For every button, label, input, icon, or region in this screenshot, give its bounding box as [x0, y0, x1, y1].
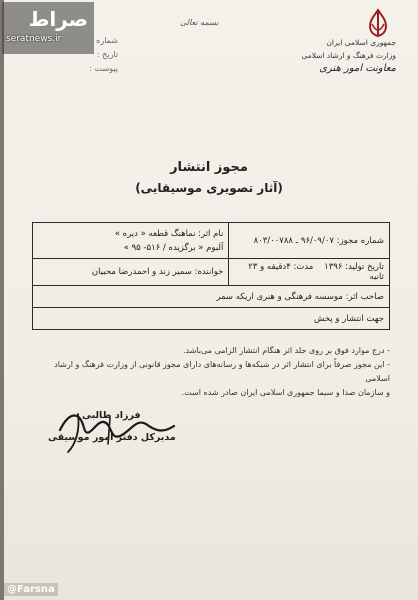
ministry-line-1: جمهوری اسلامی ایران	[326, 38, 396, 47]
document-title: مجوز انتشار	[170, 160, 248, 175]
date-duration-cell	[229, 259, 390, 286]
document-meta	[8, 14, 118, 76]
ministry-header	[276, 36, 396, 75]
work-cell	[33, 223, 229, 259]
note-3: و سازمان صدا و سیما جمهوری اسلامی ایران صادر شده است.	[181, 388, 390, 397]
work-name: نام اثر: نماهنگ قطعه « دیره »	[114, 228, 224, 239]
signatory-name: فرزاد طالبی	[82, 410, 141, 421]
ministry-line-2: وزارت فرهنگ و ارشاد اسلامی	[301, 51, 396, 60]
date-label: تاریخ :	[96, 50, 118, 59]
singer: خواننده: سمیر زند و احمدرضا محبیان	[33, 259, 229, 286]
watermark-brand: صراط	[28, 7, 88, 31]
album-name: آلبوم « برگزیده / ۵۱۶- ۹۵ »	[123, 242, 224, 253]
deputy-office: معاونت امور هنری	[319, 63, 396, 74]
permit-number: شماره مجوز: ۹۶/۰۹/۰۷ ـ ۸۰۳/۰۰۷۸۸	[229, 223, 390, 259]
notes	[30, 344, 390, 400]
signatory-title: مدیرکل دفتر امور موسیقی	[48, 432, 176, 443]
owner: صاحب اثر: موسسه فرهنگی و هنری اریکه سمر	[33, 286, 390, 308]
document-subtitle: (آثار تصویری موسیقایی)	[135, 181, 283, 195]
permit-table	[32, 222, 390, 330]
note-2: - این مجوز صرفاً برای انتشار اثر در شبکه‌ها و رسانه‌های دارای مجوز قانونی از وزارت فرهنگ و ارشاد اسلامی	[54, 360, 390, 383]
source-watermark: @Farsna	[4, 583, 58, 596]
purpose: جهت انتشار و پخش	[33, 308, 390, 330]
note-1: - درج موارد فوق بر روی جلد اثر هنگام انتشار الزامی می‌باشد.	[182, 346, 390, 355]
duration: مدت: ۴دقیقه و ۲۳ ثانیه	[248, 262, 384, 282]
watermark-site: seratnews.ir	[6, 34, 62, 44]
number-label: شماره :	[90, 36, 118, 45]
production-date: تاریخ تولید: ۱۳۹۶	[324, 262, 384, 272]
handwritten-signature	[50, 400, 200, 460]
attachment-label: پیوست :	[89, 64, 118, 73]
iran-emblem-icon	[364, 8, 392, 38]
bismillah: بسمه تعالی	[180, 18, 219, 27]
